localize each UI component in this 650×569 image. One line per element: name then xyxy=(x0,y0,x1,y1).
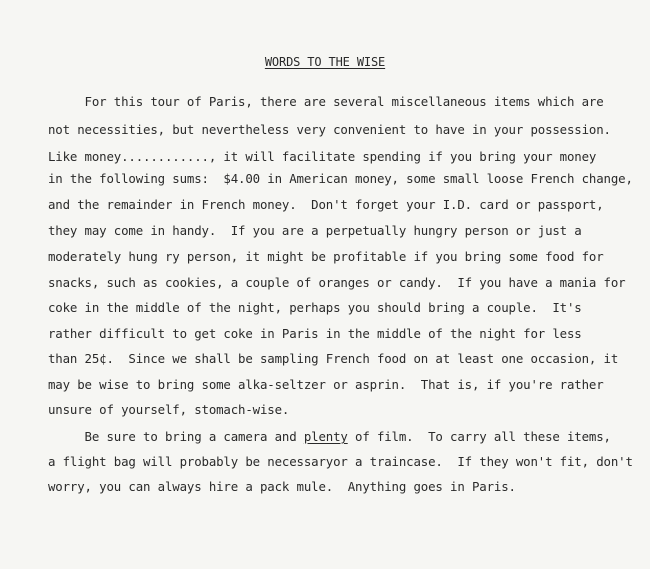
paragraph-1-line-13: unsure of yourself, stomach-wise. xyxy=(48,402,290,417)
paragraph-1-line-5: and the remainder in French money. Don't forget your I.D. card or passport, xyxy=(48,197,604,212)
paragraph-1-line-2: not necessities, but nevertheless very convenient to have in your possession. xyxy=(48,122,611,137)
paragraph-1-line-4: in the following sums: $4.00 in American money, some small loose French change, xyxy=(48,171,633,186)
paragraph-1-line-9: coke in the middle of the night, perhaps you should bring a couple. It's xyxy=(48,300,582,315)
paragraph-2-line-1 xyxy=(48,430,611,444)
paragraph-1-line-1: For this tour of Paris, there are several miscellaneous items which are xyxy=(48,94,604,109)
paragraph-1-line-3: Like money............, it will facilitate spending if you bring your money xyxy=(48,149,597,164)
paragraph-1-line-8: snacks, such as cookies, a couple of oranges or candy. If you have a mania for xyxy=(48,275,626,290)
paragraph-2-line-3: worry, you can always hire a pack mule. Anything goes in Paris. xyxy=(48,479,516,494)
paragraph-1-line-10: rather difficult to get coke in Paris in the middle of the night for less xyxy=(48,326,582,341)
paragraph-2-line-1-end: of film. To carry all these items, xyxy=(347,429,611,444)
paragraph-1-line-12: may be wise to bring some alka-seltzer or asprin. That is, if you're rather xyxy=(48,377,604,392)
paragraph-2-line-1-start: Be sure to bring a camera and xyxy=(48,429,304,444)
document-title: WORDS TO THE WISE xyxy=(264,55,386,69)
paragraph-1-line-11: than 25¢. Since we shall be sampling French food on at least one occasion, it xyxy=(48,351,619,366)
paragraph-2-line-2: a flight bag will probably be necessaryor a traincase. If they won't fit, don't xyxy=(48,454,633,469)
paragraph-1-line-7: moderately hung ry person, it might be profitable if you bring some food for xyxy=(48,249,604,264)
paragraph-1-line-6: they may come in handy. If you are a perpetually hungry person or just a xyxy=(48,223,582,238)
underlined-word: plenty xyxy=(303,429,348,444)
